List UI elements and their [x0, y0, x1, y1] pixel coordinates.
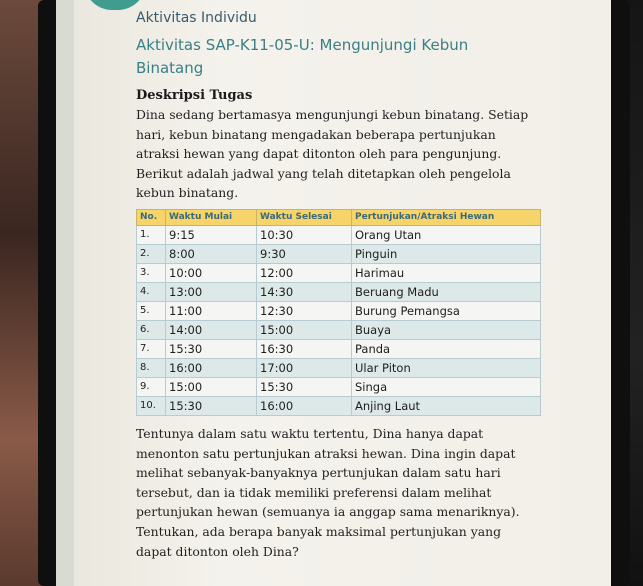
cell-end: 10:30 [257, 225, 352, 244]
table-row [137, 301, 541, 320]
page-content [136, 8, 606, 561]
cell-no: 5. [137, 301, 166, 320]
cell-no: 10. [137, 396, 166, 415]
activity-label: Aktivitas Individu [136, 10, 257, 26]
table-row [137, 396, 541, 415]
description-paragraph [136, 105, 606, 203]
cell-no: 2. [137, 244, 166, 263]
header-end-time: Waktu Selesai [257, 209, 352, 225]
cell-end: 12:00 [257, 263, 352, 282]
cell-start: 11:00 [166, 301, 257, 320]
table-row [137, 320, 541, 339]
cell-start: 10:00 [166, 263, 257, 282]
description-line: hari, kebun binatang mengadakan beberapa pertunjukan [136, 126, 496, 142]
cell-show: Buaya [352, 320, 541, 339]
cell-end: 15:00 [257, 320, 352, 339]
table-row [137, 377, 541, 396]
cell-end: 16:30 [257, 339, 352, 358]
schedule-table-header-row [137, 209, 541, 225]
cell-end: 9:30 [257, 244, 352, 263]
cell-no: 9. [137, 377, 166, 396]
activity-title-line2: Binatang [136, 59, 204, 77]
table-row [137, 263, 541, 282]
question-line: pertunjukan hewan (semuanya ia anggap sama menariknya). [136, 504, 520, 520]
cell-show: Burung Pemangsa [352, 301, 541, 320]
question-line: Tentunya dalam satu waktu tertentu, Dina hanya dapat [136, 425, 484, 441]
cell-no: 8. [137, 358, 166, 377]
cell-no: 4. [137, 282, 166, 301]
cell-start: 15:00 [166, 377, 257, 396]
cell-no: 3. [137, 263, 166, 282]
cell-end: 17:00 [257, 358, 352, 377]
cell-show: Panda [352, 339, 541, 358]
cell-start: 16:00 [166, 358, 257, 377]
table-row [137, 282, 541, 301]
table-row [137, 358, 541, 377]
description-heading: Deskripsi Tugas [136, 88, 253, 103]
table-row [137, 244, 541, 263]
description-line: kebun binatang. [136, 185, 239, 201]
cell-start: 9:15 [166, 225, 257, 244]
cell-no: 6. [137, 320, 166, 339]
cell-show: Beruang Madu [352, 282, 541, 301]
cell-end: 16:00 [257, 396, 352, 415]
header-start-time: Waktu Mulai [166, 209, 257, 225]
cell-end: 15:30 [257, 377, 352, 396]
cell-end: 12:30 [257, 301, 352, 320]
table-row [137, 339, 541, 358]
cell-show: Singa [352, 377, 541, 396]
cell-end: 14:30 [257, 282, 352, 301]
cell-no: 7. [137, 339, 166, 358]
cell-start: 15:30 [166, 396, 257, 415]
header-show: Pertunjukan/Atraksi Hewan [352, 209, 541, 225]
question-line: Tentukan, ada berapa banyak maksimal pertunjukan yang [136, 523, 502, 539]
cell-start: 14:00 [166, 320, 257, 339]
schedule-table [136, 209, 541, 416]
cell-show: Harimau [352, 263, 541, 282]
table-row [137, 225, 541, 244]
cell-start: 8:00 [166, 244, 257, 263]
cell-start: 15:30 [166, 339, 257, 358]
description-line: Dina sedang bertamasya mengunjungi kebun binatang. Setiap [136, 107, 529, 122]
cell-show: Pinguin [352, 244, 541, 263]
cell-show: Orang Utan [352, 225, 541, 244]
cell-show: Anjing Laut [352, 396, 541, 415]
cell-start: 13:00 [166, 282, 257, 301]
question-line: menonton satu pertunjukan atraksi hewan. Dina ingin dapat [136, 445, 516, 461]
cell-no: 1. [137, 225, 166, 244]
question-line: dapat ditonton oleh Dina? [136, 543, 299, 559]
page-side-strip [56, 0, 74, 586]
question-line: tersebut, dan ia tidak memiliki preferensi dalam melihat [136, 484, 492, 500]
header-no: No. [137, 209, 166, 225]
question-line: melihat sebanyak-banyaknya pertunjukan dalam satu hari [136, 465, 501, 481]
question-paragraph [136, 424, 606, 561]
book-page [56, 0, 611, 586]
description-line: Berikut adalah jadwal yang telah ditetapkan oleh pengelola [136, 165, 511, 181]
activity-title [136, 34, 606, 80]
cell-show: Ular Piton [352, 358, 541, 377]
activity-title-line1: Aktivitas SAP-K11-05-U: Mengunjungi Kebun [136, 36, 469, 54]
description-line: atraksi hewan yang dapat ditonton oleh para pengunjung. [136, 146, 502, 162]
